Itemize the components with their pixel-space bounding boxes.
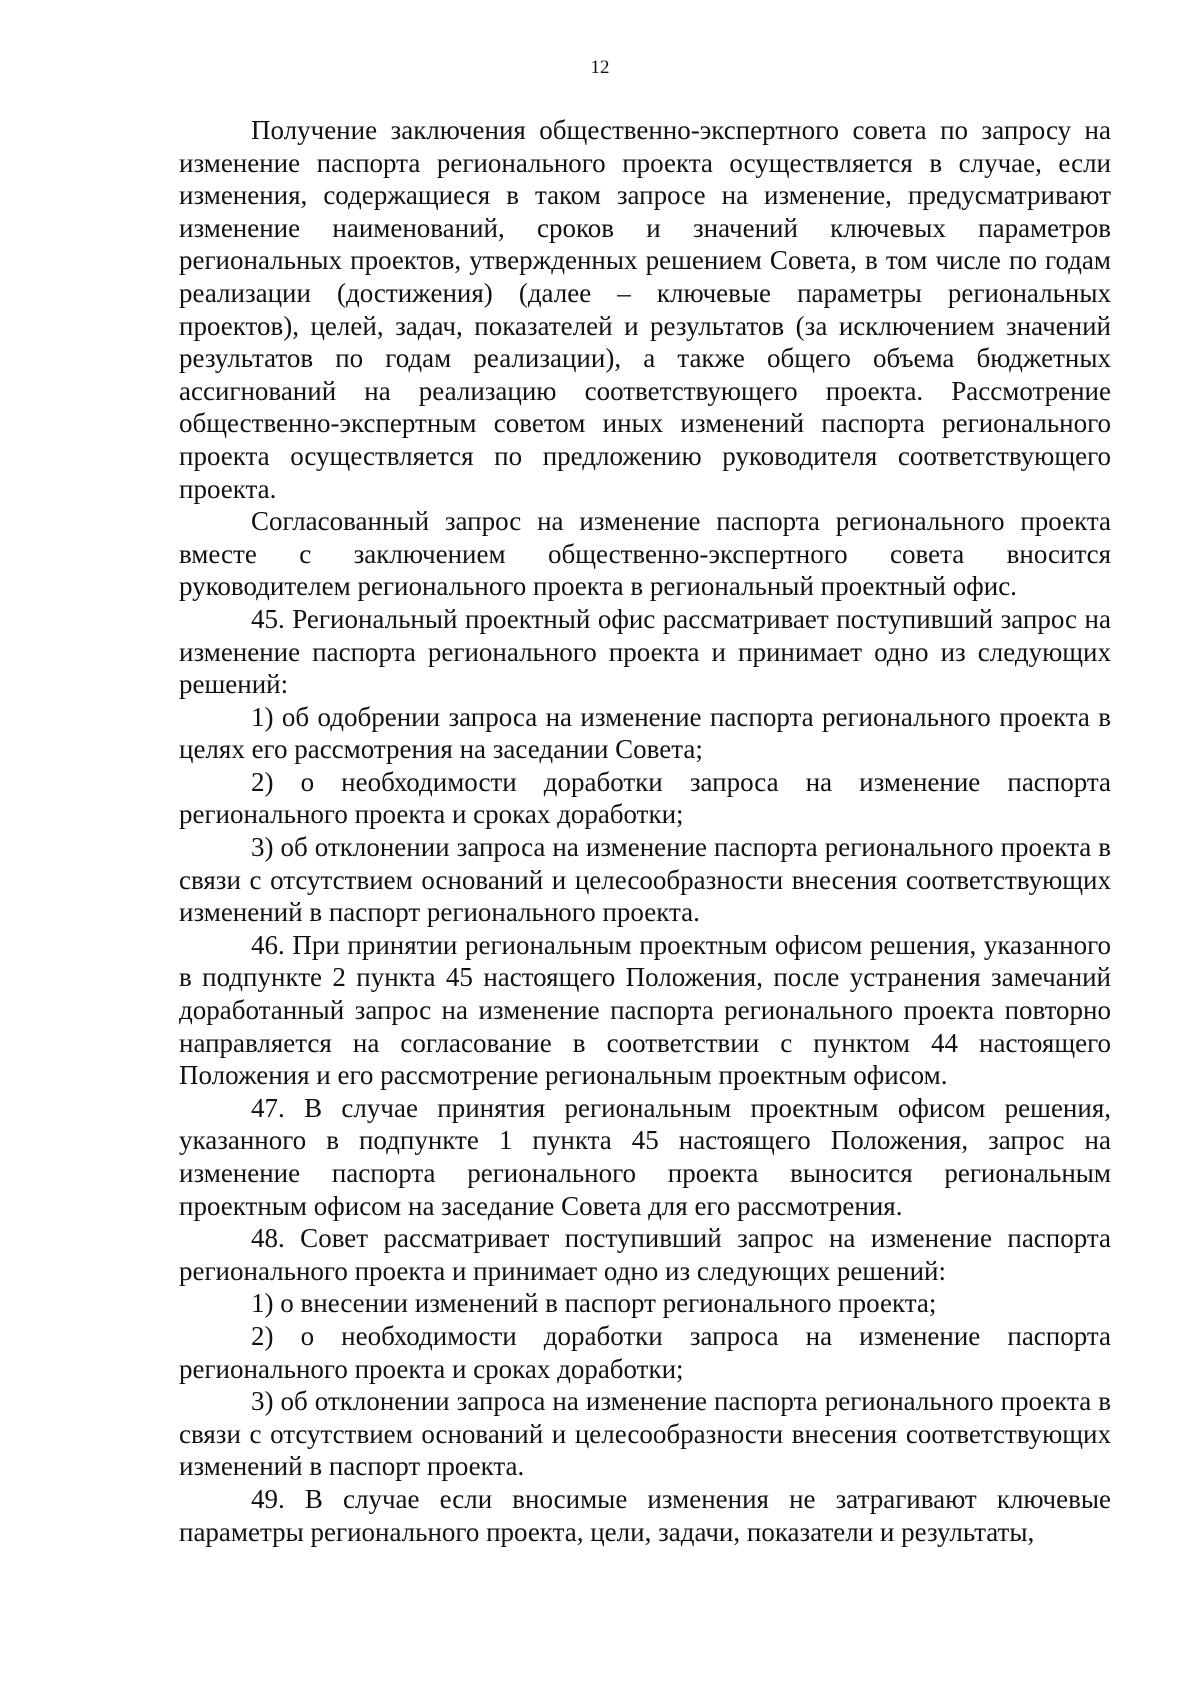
paragraph-item-45-sub-2: 2) о необходимости доработки запроса на изменение паспорта регионального проекта и сроках доработки;: [179, 766, 1111, 830]
paragraph-item-45-sub-3: 3) об отклонении запроса на изменение паспорта регионального проекта в связи с отсутствием оснований и целесообразности внесения соответствующих изменений в паспорт регионального проекта.: [179, 832, 1111, 928]
paragraph-item-45-sub-1: 1) об одобрении запроса на изменение паспорта регионального проекта в целях его рассмотрения на заседании Совета;: [179, 701, 1111, 765]
document-body: [179, 114, 1111, 1548]
page-number: 12: [590, 57, 610, 78]
paragraph-item-46: 46. При принятии региональным проектным офисом решения, указанного в подпункте 2 пункта 45 настоящего Положения, после устранения замечаний доработанный запрос на изменение паспорта регионального проекта повторно направляется на согласование в соответствии с пунктом 44 настоящего Положения и его рассмотрение региональным проектным офисом.: [179, 929, 1111, 1091]
paragraph-agreed-request: Согласованный запрос на изменение паспорта регионального проекта вместе с заключением общественно-экспертного совета вносится руководителем регионального проекта в региональный проектный офис.: [179, 506, 1111, 602]
paragraph-expert-council-conclusion: Получение заключения общественно-экспертного совета по запросу на изменение паспорта регионального проекта осуществляется в случае, если изменения, содержащиеся в таком запросе на изменение, предусматривают изменение наименований, сроков и значений ключевых параметров региональных проектов, утвержденных решением Совета, в том числе по годам реализации (достижения) (далее – ключевые параметры региональных проектов), целей, задач, показателей и результатов (за исключением значений результатов по годам реализации), а также общего объема бюджетных ассигнований на реализацию соответствующего проекта. Рассмотрение общественно-экспертным советом иных изменений паспорта регионального проекта осуществляется по предложению руководителя соответствующего проекта.: [179, 115, 1111, 504]
paragraph-item-48: 48. Совет рассматривает поступивший запрос на изменение паспорта регионального проекта и принимает одно из следующих решений:: [179, 1223, 1111, 1286]
paragraph-item-47: 47. В случае принятия региональным проектным офисом решения, указанного в подпункте 1 пункта 45 настоящего Положения, запрос на изменение паспорта регионального проекта выносится региональным проектным офисом на заседание Совета для его рассмотрения.: [179, 1092, 1111, 1221]
paragraph-item-48-sub-2: 2) о необходимости доработки запроса на изменение паспорта регионального проекта и сроках доработки;: [179, 1320, 1111, 1384]
paragraph-item-48-sub-3: 3) об отклонении запроса на изменение паспорта регионального проекта в связи с отсутствием оснований и целесообразности внесения соответствующих изменений в паспорт проекта.: [179, 1386, 1111, 1482]
paragraph-item-48-sub-1: 1) о внесении изменений в паспорт регионального проекта;: [251, 1288, 937, 1319]
paragraph-item-49: 49. В случае если вносимые изменения не затрагивают ключевые параметры регионального проекта, цели, задачи, показатели и результаты,: [179, 1483, 1111, 1547]
paragraph-item-45: 45. Региональный проектный офис рассматривает поступивший запрос на изменение паспорта регионального проекта и принимает одно из следующих решений:: [179, 603, 1111, 700]
